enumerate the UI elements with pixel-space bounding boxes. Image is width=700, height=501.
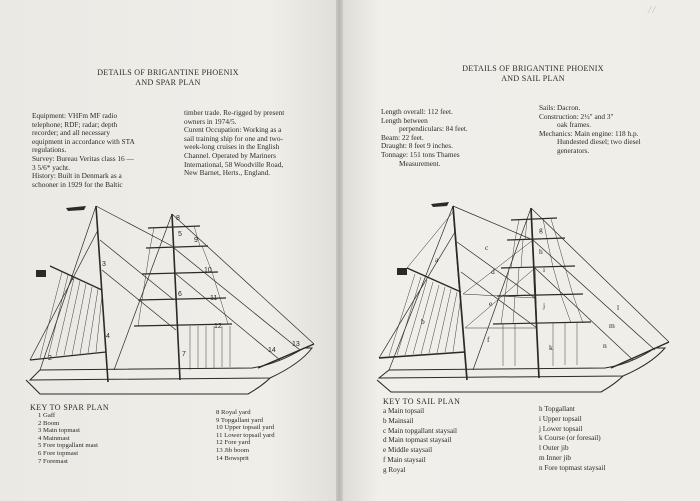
sail-key-list-left <box>383 407 457 476</box>
key-item: 6 Fore topmast <box>38 449 79 457</box>
square-sail-hatching <box>501 219 583 366</box>
key-item: f Main staysail <box>383 455 426 464</box>
diagram-label: 7 <box>182 351 186 358</box>
diagram-label: m <box>609 321 615 330</box>
key-item: h Topgallant <box>539 405 575 413</box>
text-line: equipment in accordance with STA <box>32 136 135 146</box>
text-line: sail training ship for one and two- <box>184 133 283 143</box>
text-line: International, 58 Woodville Road, <box>184 159 284 169</box>
text-line: Construction: 2½" and 3" <box>539 111 614 121</box>
diagram-label: 12 <box>214 323 222 330</box>
key-item: 7 Foremast <box>38 457 68 465</box>
key-item: 4 Mainmast <box>38 434 70 442</box>
diagram-label: d <box>491 267 495 276</box>
text-line: Draught: 8 feet 9 inches. <box>381 141 453 151</box>
key-item: g Royal <box>383 465 406 474</box>
spar-details-column-2 <box>184 109 284 178</box>
diagram-label: 2 <box>48 355 52 362</box>
diagram-label: e <box>489 299 493 308</box>
text-line: Sails: Dacron. <box>539 103 581 112</box>
diagram-label: 9 <box>194 237 198 244</box>
diagram-label: 5 <box>178 231 182 238</box>
text-line: New Barnet, Herts., England. <box>184 168 271 178</box>
spar-key-list-left <box>38 412 98 465</box>
key-item: b Mainsail <box>383 416 414 425</box>
key-item: 10 Upper topsail yard <box>216 424 275 432</box>
spar-rigging <box>26 206 314 394</box>
key-item: i Upper topsail <box>539 414 582 423</box>
text-line: Beam: 22 feet. <box>381 132 424 142</box>
key-item: e Middle staysail <box>383 446 433 455</box>
spar-plan-drawing <box>0 200 336 400</box>
spar-key-list-right <box>216 409 275 462</box>
diagram-label: g <box>539 225 543 234</box>
text-line: Length overall: 112 feet. <box>381 107 453 116</box>
text-line: Length between <box>381 115 428 125</box>
text-line: schooner in 1929 for the Baltic <box>32 179 123 189</box>
text-line: Hundested diesel; two diesel <box>557 137 641 147</box>
key-item: 5 Fore topgallant mast <box>38 442 98 450</box>
text-line: 3 5/6* yacht. <box>32 162 70 172</box>
diagram-label: 11 <box>210 295 218 302</box>
text-line: Channel. Operated by Mariners <box>184 150 276 160</box>
sail-mainsail-hatching <box>389 274 461 356</box>
key-item: m Inner jib <box>539 453 571 462</box>
diagram-label: b <box>421 317 425 326</box>
diagram-label: 6 <box>178 291 182 298</box>
text-line: Tonnage: 151 tons Thames <box>381 149 460 159</box>
key-item: j Lower topsail <box>539 424 583 433</box>
diagram-label: h <box>539 247 543 256</box>
text-line: Curent Occupation: Working as a <box>184 125 282 135</box>
key-item: 8 Royal yard <box>216 409 251 416</box>
key-item: l Outer jib <box>539 444 569 453</box>
diagram-label: 13 <box>292 341 300 348</box>
key-item: 14 Bowsprit <box>216 454 249 462</box>
text-line: perpendiculars: 84 feet. <box>399 124 468 134</box>
pencil-mark: ⁄ ⁄ <box>648 5 656 17</box>
spar-key-title: KEY TO SPAR PLAN <box>30 403 110 412</box>
key-item: c Main topgallant staysail <box>383 426 458 435</box>
text-line: week-long cruises in the English <box>184 142 280 152</box>
key-item: a Main topsail <box>383 407 425 415</box>
sail-plan-labels <box>421 225 619 352</box>
diagram-label: 3 <box>102 261 106 268</box>
diagram-label: 14 <box>268 347 276 354</box>
diagram-label: l <box>617 303 620 312</box>
sail-plan-drawing <box>343 198 700 398</box>
key-item: 1 Gaff <box>38 412 56 419</box>
key-item: n Fore topmast staysail <box>539 463 606 472</box>
diagram-label: 4 <box>106 333 110 340</box>
sail-key-list-right <box>539 405 605 474</box>
key-item: 9 Topgallant yard <box>216 416 263 424</box>
key-item: 13 Jib boom <box>216 446 250 454</box>
text-line: regulations. <box>32 145 67 155</box>
diagram-label: 1 <box>70 275 74 282</box>
text-line: owners in 1974/5. <box>184 116 237 126</box>
key-item: 3 Main topmast <box>38 427 80 435</box>
text-line: generators. <box>557 145 590 155</box>
text-line: Measurement. <box>399 158 441 168</box>
text-line: Mechanics: Main engine: 118 h.p. <box>539 128 639 138</box>
book-gutter <box>336 0 343 501</box>
text-line: telephone; RDF; radar; depth <box>32 119 118 129</box>
key-item: d Main topmast staysail <box>383 436 452 445</box>
spar-plan-title: DETAILS OF BRIGANTINE PHOENIX AND SPAR PLAN <box>97 68 239 87</box>
diagram-label: c <box>485 243 489 252</box>
mainsail-hatching <box>40 272 102 358</box>
spar-details-column-1 <box>32 112 135 189</box>
diagram-label: k <box>549 343 553 352</box>
sail-rigging <box>377 202 669 392</box>
sail-plan-page <box>343 0 700 501</box>
sail-details-column-1 <box>381 108 468 168</box>
spar-plan-page <box>0 0 336 501</box>
sail-details-column-2 <box>539 104 641 156</box>
sail-key-title: KEY TO SAIL PLAN <box>383 397 461 406</box>
text-line: History: Built in Denmark as a <box>32 171 122 181</box>
text-line: Equipment: VHFm MF radio <box>32 111 118 120</box>
diagram-label: j <box>543 301 546 310</box>
text-line: Survey: Bureau Veritas class 16 — <box>32 153 134 163</box>
diagram-label: a <box>435 255 439 264</box>
key-item: 2 Boom <box>38 419 60 427</box>
diagram-label: f <box>487 335 490 344</box>
text-line: recorder; and all necessary <box>32 128 110 138</box>
key-item: 12 Fore yard <box>216 439 251 447</box>
sail-plan-title: DETAILS OF BRIGANTINE PHOENIX AND SAIL PLAN <box>462 64 604 83</box>
diagram-label: 8 <box>176 215 180 222</box>
spar-plan-labels <box>48 215 300 362</box>
text-line: timber trade. Re-rigged by present <box>184 108 285 117</box>
diagram-label: n <box>603 341 607 350</box>
diagram-label: 10 <box>204 267 212 274</box>
key-item: k Course (or foresail) <box>539 434 601 443</box>
key-item: 11 Lower topsail yard <box>216 431 275 439</box>
text-line: oak frames. <box>557 120 592 130</box>
diagram-label: i <box>543 265 546 274</box>
